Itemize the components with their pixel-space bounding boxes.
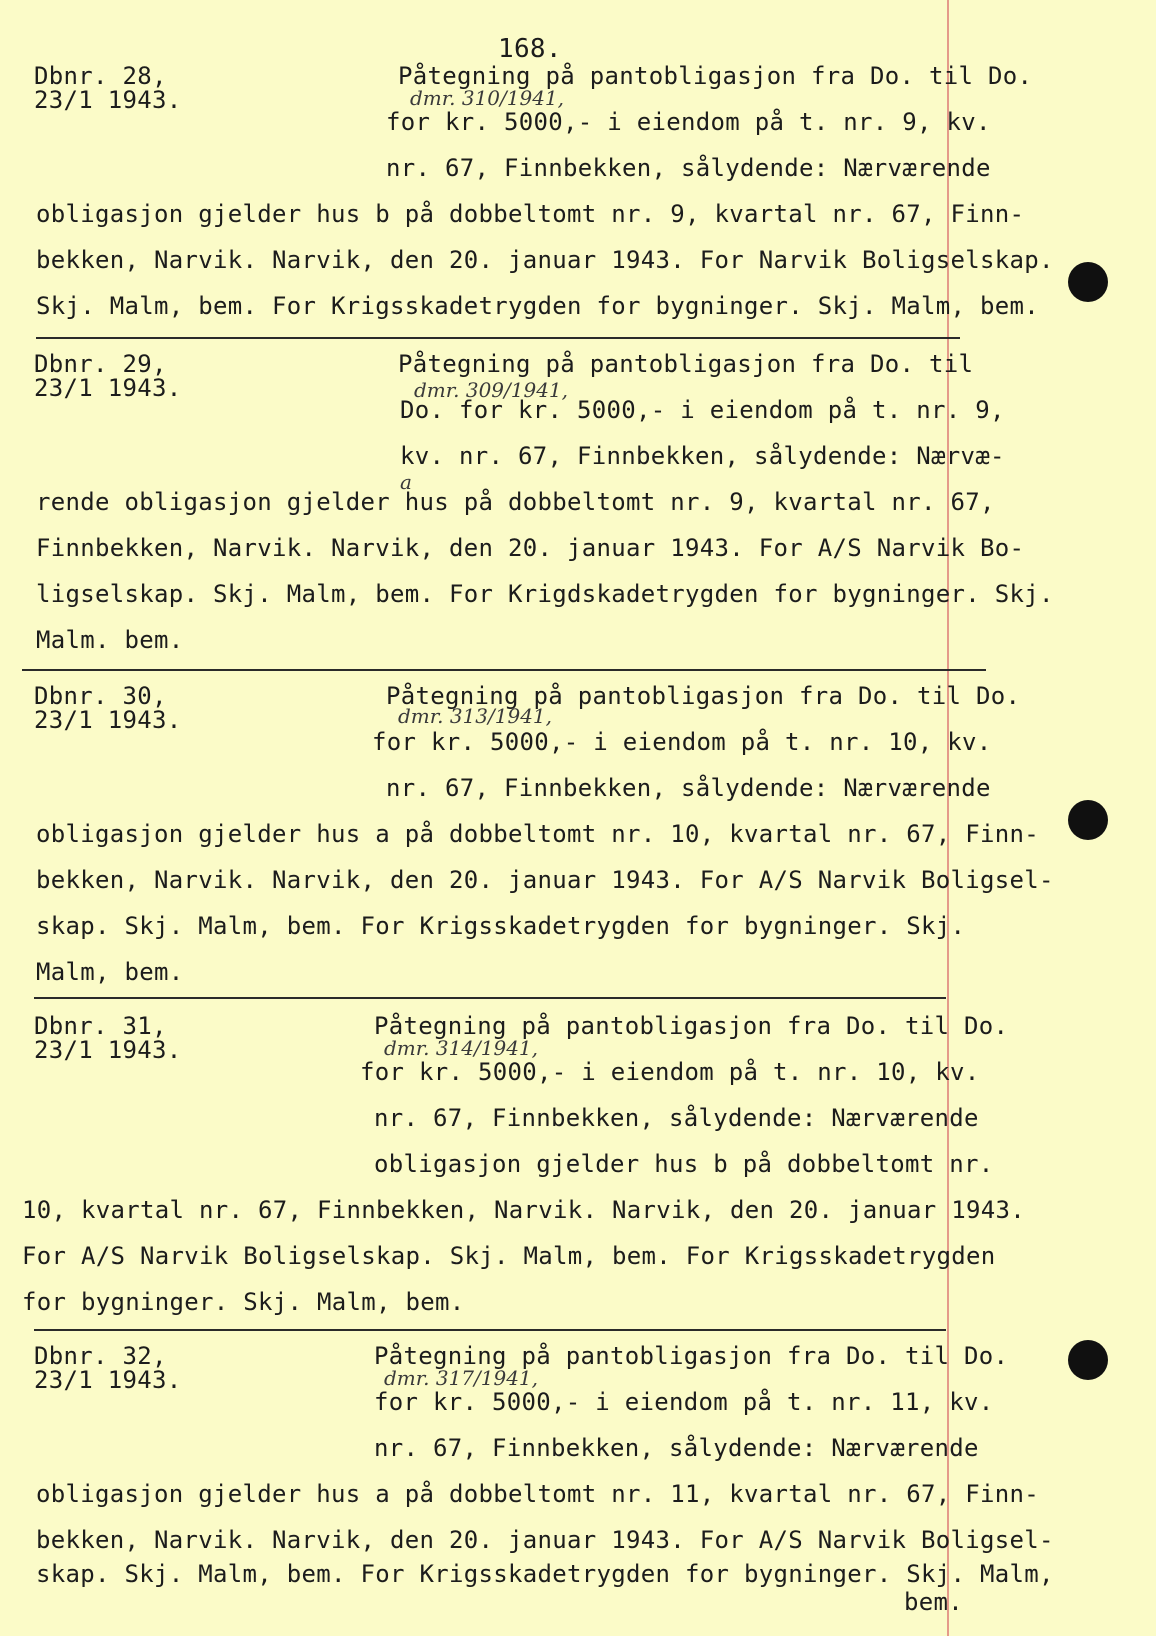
entry-date: 23/1 1943. <box>34 706 182 734</box>
entry-line: bekken, Narvik. Narvik, den 20. januar 1943. For A/S Narvik Boligsel- <box>36 866 1054 894</box>
entry-line: rende obligasjon gjelder hus på dobbeltomt nr. 9, kvartal nr. 67, <box>36 488 995 516</box>
handwritten-insert: a <box>400 470 412 494</box>
entry-line: 10, kvartal nr. 67, Finnbekken, Narvik. Narvik, den 20. januar 1943. <box>22 1196 1025 1224</box>
entry-line: bekken, Narvik. Narvik, den 20. januar 1943. For Narvik Boligselskap. <box>36 246 1054 274</box>
entry-line: nr. 67, Finnbekken, sålydende: Nærværende <box>374 1434 979 1462</box>
entry-divider <box>34 997 946 999</box>
entry-line: obligasjon gjelder hus a på dobbeltomt nr. 10, kvartal nr. 67, Finn- <box>36 820 1039 848</box>
punch-hole <box>1068 262 1108 302</box>
entry-dbnr: Dbnr. 31, <box>34 1012 167 1040</box>
entry-line: for bygninger. Skj. Malm, bem. <box>22 1288 465 1316</box>
entry-line: skap. Skj. Malm, bem. For Krigsskadetrygden for bygninger. Skj. <box>36 912 966 940</box>
entry-line: nr. 67, Finnbekken, sålydende: Nærværende <box>386 154 991 182</box>
entry-dbnr: Dbnr. 32, <box>34 1342 167 1370</box>
entry-divider <box>22 669 986 671</box>
entry-line: bem. <box>904 1588 963 1616</box>
entry-date: 23/1 1943. <box>34 374 182 402</box>
entry-date: 23/1 1943. <box>34 1036 182 1064</box>
handwritten-note: dmr. 317/1941, <box>384 1366 539 1390</box>
entry-line: Påtegning på pantobligasjon fra Do. til <box>398 350 974 378</box>
entry-dbnr: Dbnr. 30, <box>34 682 167 710</box>
entry-line: for kr. 5000,- i eiendom på t. nr. 10, kv. <box>372 728 992 756</box>
entry-line: nr. 67, Finnbekken, sålydende: Nærværende <box>374 1104 979 1132</box>
entry-line: ligselskap. Skj. Malm, bem. For Krigdskadetrygden for bygninger. Skj. <box>36 580 1054 608</box>
handwritten-note: dmr. 313/1941, <box>398 704 553 728</box>
entry-line: Påtegning på pantobligasjon fra Do. til Do. <box>398 62 1033 90</box>
entry-line: Påtegning på pantobligasjon fra Do. til Do. <box>386 682 1021 710</box>
entry-line: Malm. bem. <box>36 626 184 654</box>
entry-line: nr. 67, Finnbekken, sålydende: Nærværende <box>386 774 991 802</box>
entry-line: Malm, bem. <box>36 958 184 986</box>
entry-line: Do. for kr. 5000,- i eiendom på t. nr. 9, <box>400 396 1005 424</box>
entry-line: obligasjon gjelder hus a på dobbeltomt nr. 11, kvartal nr. 67, Finn- <box>36 1480 1039 1508</box>
entry-line: for kr. 5000,- i eiendom på t. nr. 9, kv. <box>386 108 991 136</box>
handwritten-note: dmr. 314/1941, <box>384 1036 539 1060</box>
punch-hole <box>1068 800 1108 840</box>
entry-line: Finnbekken, Narvik. Narvik, den 20. januar 1943. For A/S Narvik Bo- <box>36 534 1025 562</box>
entry-line: Påtegning på pantobligasjon fra Do. til Do. <box>374 1012 1009 1040</box>
entry-divider <box>36 337 960 339</box>
entry-line: For A/S Narvik Boligselskap. Skj. Malm, bem. For Krigsskadetrygden <box>22 1242 996 1270</box>
entry-line: bekken, Narvik. Narvik, den 20. januar 1943. For A/S Narvik Boligsel- <box>36 1526 1054 1554</box>
handwritten-note: dmr. 310/1941, <box>410 86 565 110</box>
entry-divider <box>34 1329 946 1331</box>
entry-line: skap. Skj. Malm, bem. For Krigsskadetrygden for bygninger. Skj. Malm, <box>36 1560 1054 1588</box>
punch-hole <box>1068 1340 1108 1380</box>
entry-line: obligasjon gjelder hus b på dobbeltomt nr. 9, kvartal nr. 67, Finn- <box>36 200 1025 228</box>
entry-line: Påtegning på pantobligasjon fra Do. til Do. <box>374 1342 1009 1370</box>
entry-line: for kr. 5000,- i eiendom på t. nr. 10, kv. <box>360 1058 980 1086</box>
page-number: 168. <box>498 34 562 64</box>
entry-line: Skj. Malm, bem. For Krigsskadetrygden for bygninger. Skj. Malm, bem. <box>36 292 1039 320</box>
entry-dbnr: Dbnr. 29, <box>34 350 167 378</box>
entry-line: for kr. 5000,- i eiendom på t. nr. 11, kv. <box>374 1388 994 1416</box>
entry-line: kv. nr. 67, Finnbekken, sålydende: Nærvæ- <box>400 442 1005 470</box>
entry-line: obligasjon gjelder hus b på dobbeltomt nr. <box>374 1150 994 1178</box>
handwritten-note: dmr. 309/1941, <box>414 378 569 402</box>
entry-dbnr: Dbnr. 28, <box>34 62 167 90</box>
entry-date: 23/1 1943. <box>34 1366 182 1394</box>
entry-date: 23/1 1943. <box>34 86 182 114</box>
